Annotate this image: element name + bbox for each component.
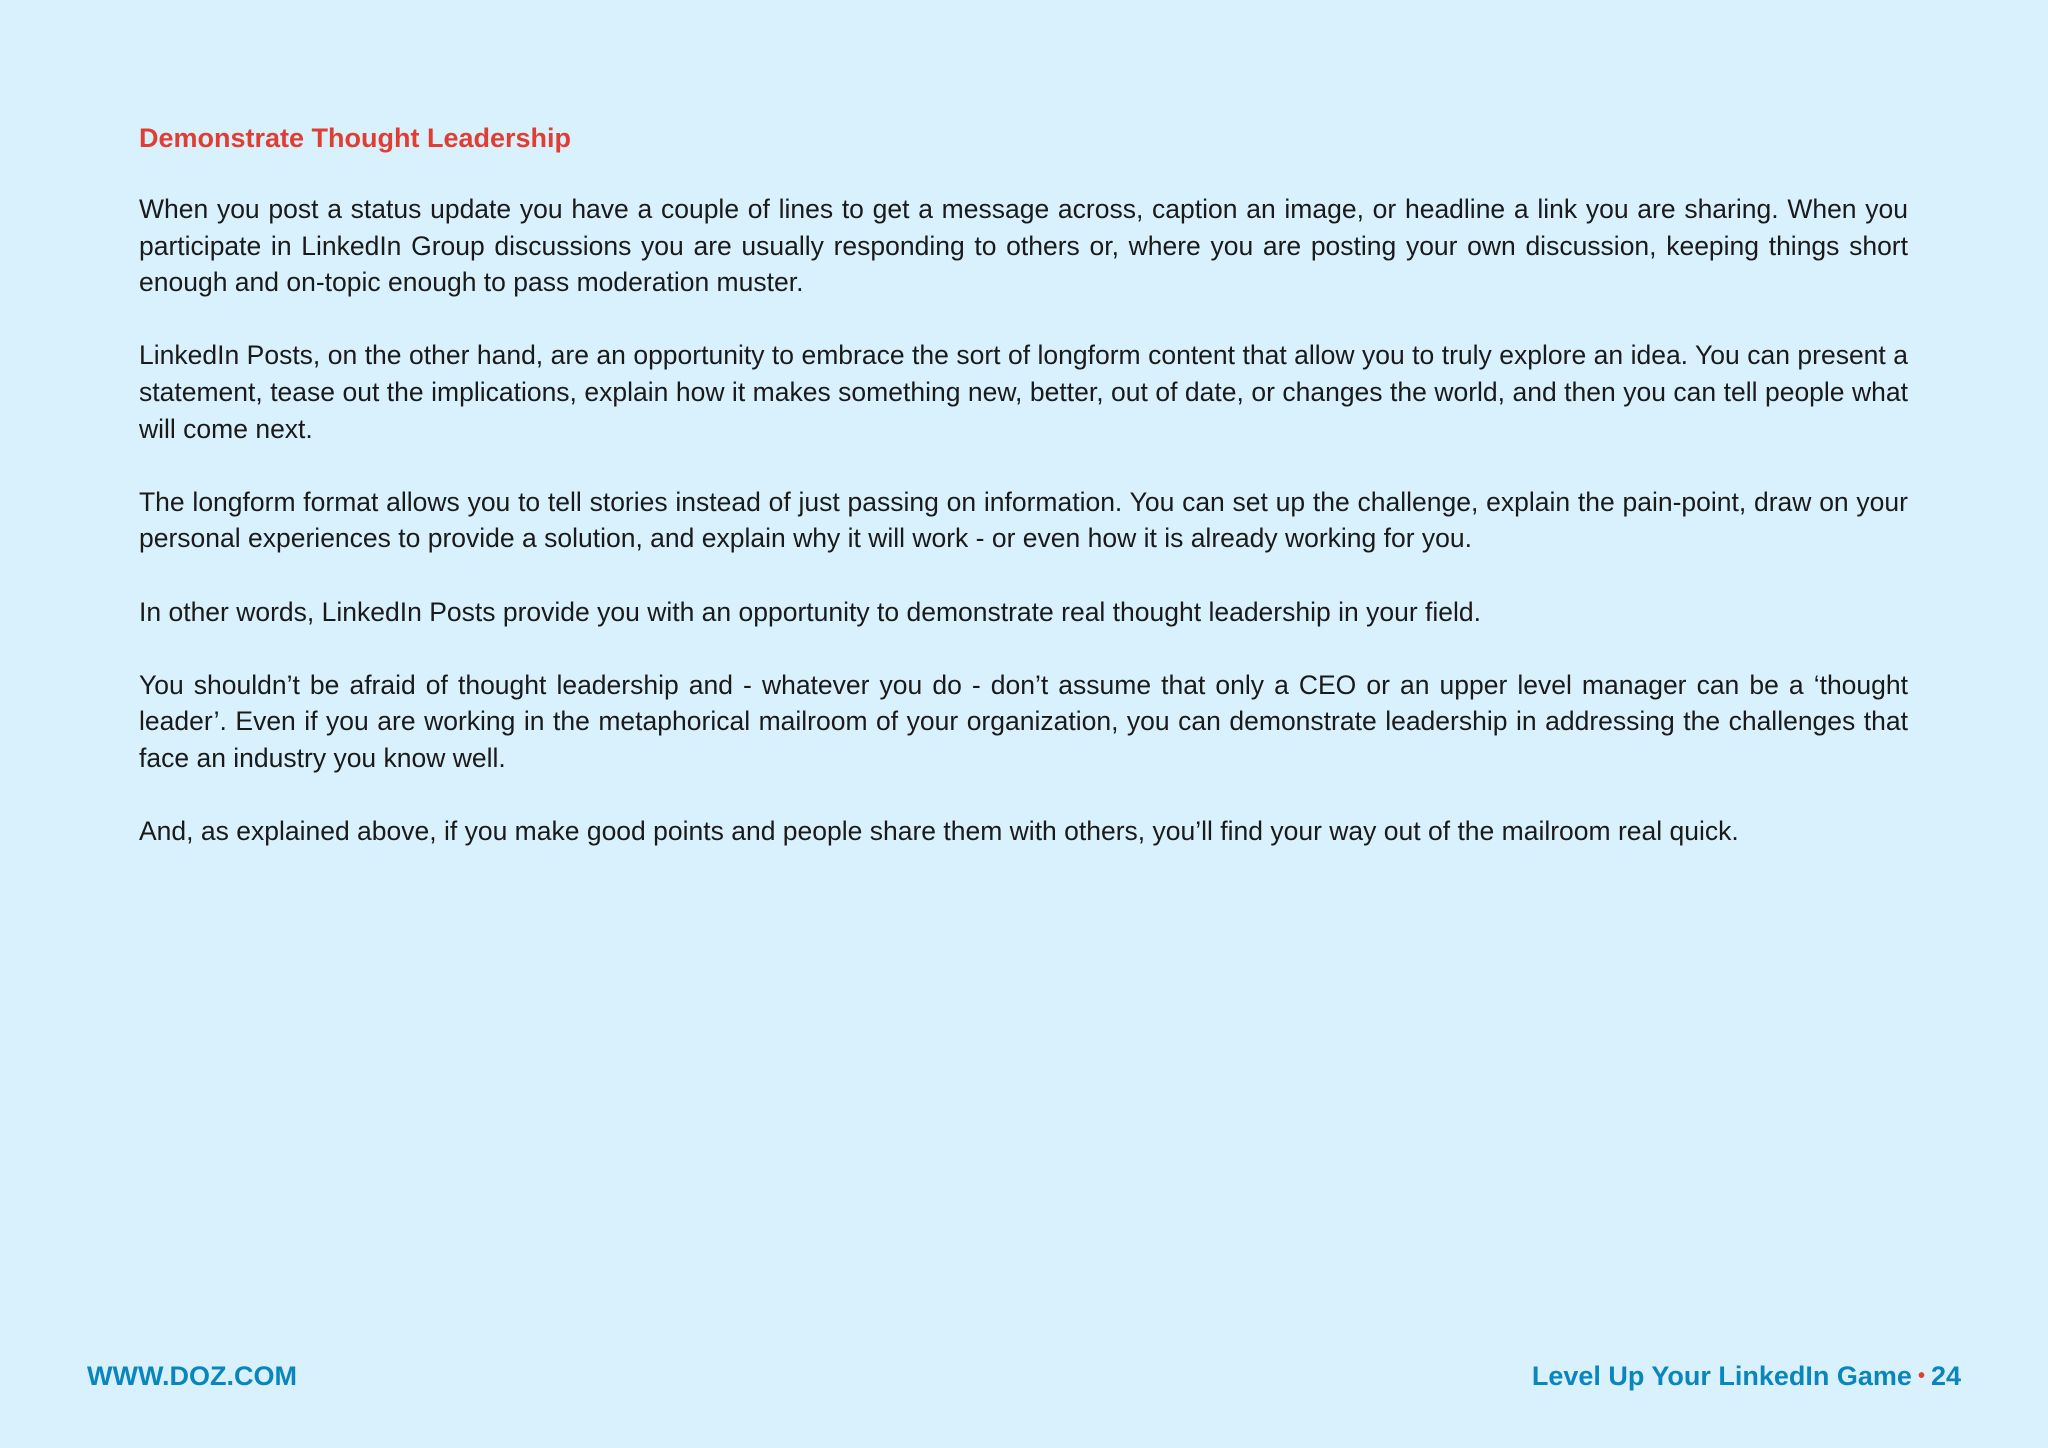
article-body — [139, 118, 1908, 886]
footer-page-info — [1532, 1358, 1961, 1394]
footer-separator: • — [1917, 1365, 1925, 1387]
paragraph-4: In other words, LinkedIn Posts provide you with an opportunity to demonstrate real thought leadership in your field. — [139, 596, 1481, 627]
paragraph-1: When you post a status update you have a couple of lines to get a message across, caption an image, or headline a link you are sharing. When you participate in LinkedIn Group discussions you are usually responding to others or, where you are posting your own discussion, keeping things short enough and on-topic enough to pass moderation muster. — [139, 194, 1908, 298]
paragraph-2: LinkedIn Posts, on the other hand, are an opportunity to embrace the sort of longform content that allow you to truly explore an idea. You can present a statement, tease out the implications, explain how it makes something new, better, out of date, or changes the world, and then you can tell people what will come next. — [139, 340, 1908, 444]
paragraph-3: The longform format allows you to tell stories instead of just passing on information. You can set up the challenge, explain the pain-point, draw on your personal experiences to provide a solution, and explain why it will work - or even how it is already working for you. — [139, 486, 1908, 554]
section-heading: Demonstrate Thought Leadership — [139, 123, 572, 153]
page-number: 24 — [1930, 1361, 1961, 1391]
paragraph-6: And, as explained above, if you make good points and people share them with others, you’ll find your way out of the mailroom real quick. — [139, 816, 1739, 847]
footer-book-title: Level Up Your LinkedIn Game — [1531, 1361, 1912, 1391]
footer-website-link[interactable]: WWW.DOZ.COM — [87, 1361, 297, 1391]
paragraph-5: You shouldn’t be afraid of thought leadership and - whatever you do - don’t assume that only a CEO or an upper level manager can be a ‘thought leader’. Even if you are working in the metaphorical mailroom of your organization, you can demonstrate leadership in addressing the challenges that face an industry you know well. — [139, 669, 1908, 773]
